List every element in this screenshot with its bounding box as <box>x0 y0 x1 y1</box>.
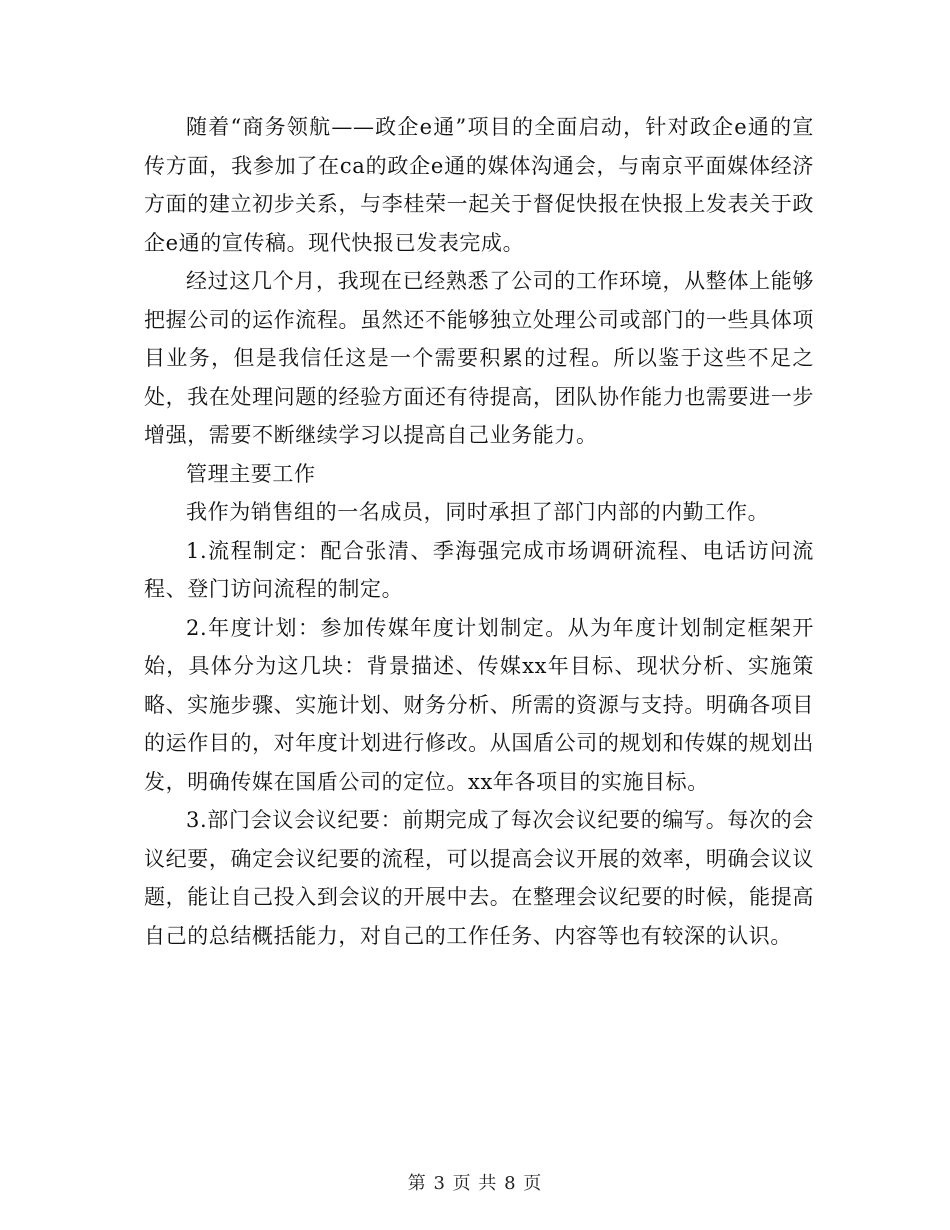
list-item-meeting-minutes: 3.部门会议会议纪要：前期完成了每次会议纪要的编写。每次的会议纪要，确定会议纪要的流程，可以提高会议开展的效率，明确会议议题，能让自己投入到会议的开展中去。在整理会议纪要的时候，能提高自己的总结概括能力，对自己的工作任务、内容等也有较深的认识。 <box>144 808 814 948</box>
paragraph-project-promotion: 随着“商务领航——政企e通”项目的全面启动，针对政企e通的宣传方面，我参加了在ca的政企e通的媒体沟通会，与南京平面媒体经济方面的建立初步关系，与李桂荣一起关于督促快报在快报上发表关于政企e通的宣传稿。现代快报已发表完成。 <box>144 115 814 255</box>
paragraph-role-description: 我作为销售组的一名成员，同时承担了部门内部的内勤工作。 <box>186 500 770 524</box>
document-body <box>144 108 814 955</box>
section-heading-management: 管理主要工作 <box>186 461 316 486</box>
paragraph-work-reflection: 经过这几个月，我现在已经熟悉了公司的工作环境，从整体上能够把握公司的运作流程。虽然还不能够独立处理公司或部门的一些具体项目业务，但是我信任这是一个需要积累的过程。所以鉴于这些不足之处，我在处理问题的经验方面还有待提高，团队协作能力也需要进一步增强，需要不断继续学习以提高自己业务能力。 <box>144 269 814 447</box>
list-item-annual-plan: 2.年度计划：参加传媒年度计划制定。从为年度计划制定框架开始，具体分为这几块：背景描述、传媒xx年目标、现状分析、实施策略、实施步骤、实施计划、财务分析、所需的资源与支持。明确各项目的运作目的，对年度计划进行修改。从国盾公司的规划和传媒的规划出发，明确传媒在国盾公司的定位。xx年各项目的实施目标。 <box>144 615 814 794</box>
list-item-process-design: 1.流程制定：配合张清、季海强完成市场调研流程、电话访问流程、登门访问流程的制定。 <box>144 538 814 601</box>
page-number-footer: 第 3 页 共 8 页 <box>407 1173 543 1194</box>
